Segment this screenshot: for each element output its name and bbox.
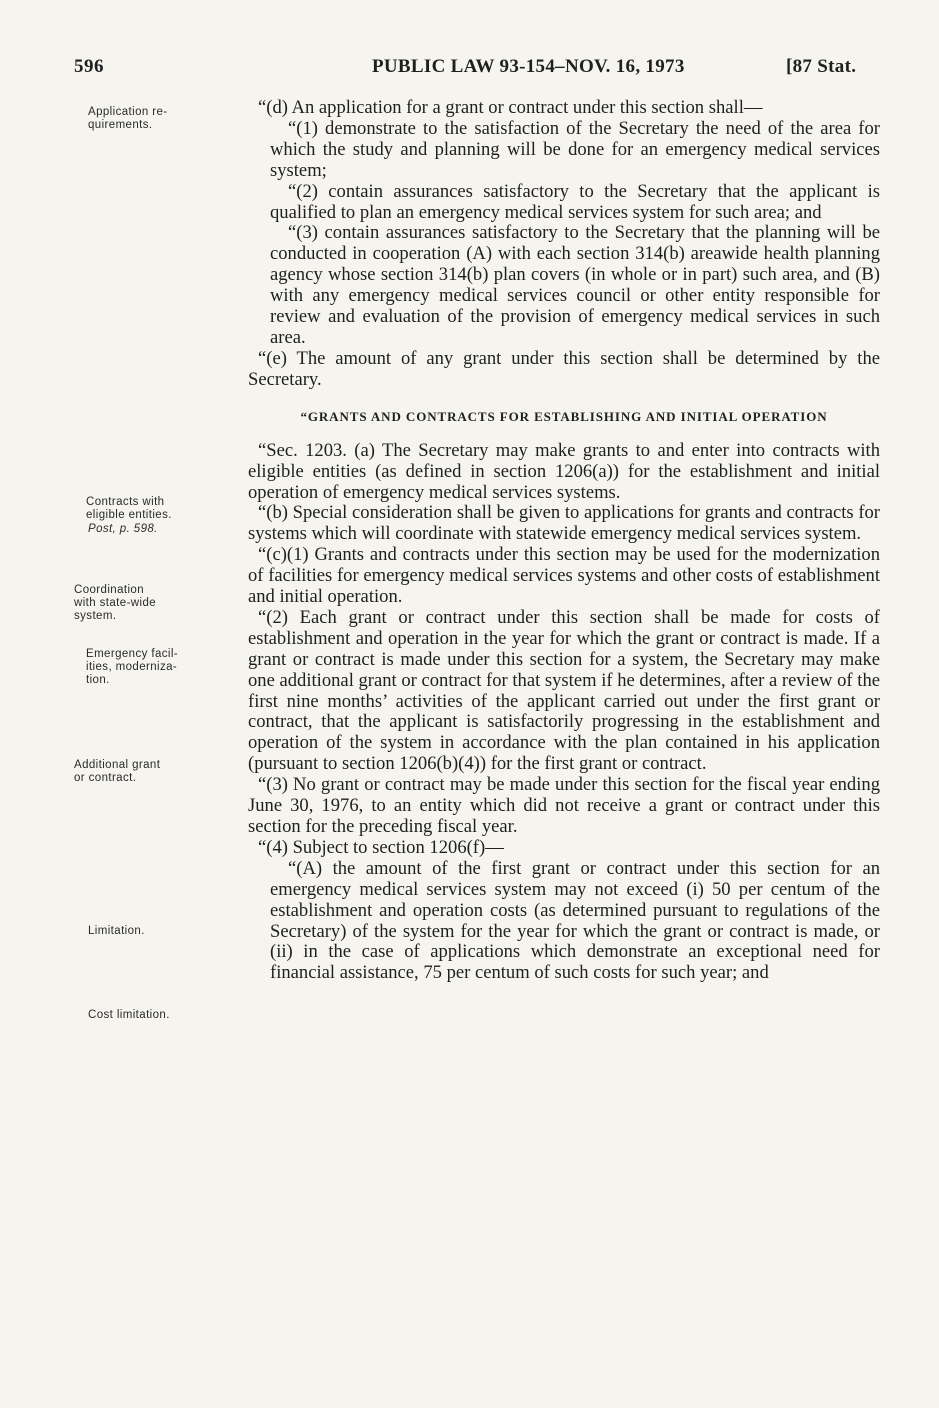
paragraph-c4: “(4) Subject to section 1206(f)— bbox=[258, 836, 504, 858]
paragraph-b: “(b) Special consideration shall be given to applications for grants and contracts for systems which will coordinate with statewide emergency medical services system. bbox=[248, 502, 880, 545]
statute-body bbox=[248, 98, 880, 984]
margin-note-coordination: Coordination with state-wide system. bbox=[74, 584, 157, 622]
margin-note-post-reference: Post, p. 598. bbox=[88, 523, 158, 535]
page-header bbox=[0, 56, 939, 86]
margin-note-limitation: Limitation. bbox=[88, 925, 145, 937]
margin-note-contracts-eligible: Contracts with eligible entities. bbox=[86, 496, 172, 521]
margin-note-additional-grant: Additional grant or contract. bbox=[74, 759, 161, 784]
paragraph-d: “(d) An application for a grant or contract under this section shall— bbox=[258, 97, 763, 118]
margin-note-emergency-facilities: Emergency facil- ities, moderniza- tion. bbox=[86, 648, 179, 686]
margin-note-application-requirements: Application re- quirements. bbox=[88, 106, 168, 131]
paragraph-d2: “(2) contain assurances satisfactory to the Secretary that the applicant is qualified to plan an emergency medical services system for such area; and bbox=[270, 180, 880, 223]
paragraph-c1: “(c)(1) Grants and contracts under this section may be used for the modernization of facilities for emergency medical services systems and other costs of establishment and initial operation. bbox=[248, 544, 880, 608]
running-title: PUBLIC LAW 93-154–NOV. 16, 1973 bbox=[372, 56, 685, 77]
section-heading: “GRANTS AND CONTRACTS FOR ESTABLISHING AND INITIAL OPERATION bbox=[300, 408, 828, 424]
paragraph-c3: “(3) No grant or contract may be made under this section for the fiscal year ending June 30, 1976, to an entity which did not receive a grant or contract under this section for the preceding fiscal year. bbox=[248, 774, 880, 837]
paragraph-e: “(e) The amount of any grant under this section shall be determined by the Secretary. bbox=[248, 347, 880, 390]
page-number: 596 bbox=[74, 56, 104, 77]
margin-note-cost-limitation: Cost limitation. bbox=[88, 1009, 170, 1021]
paragraph-sec-1203-a: “Sec. 1203. (a) The Secretary may make grants to and enter into contracts with eligible entities (as defined in section 1206(a)) for the establishment and initial operation of emergency medical services systems. bbox=[248, 439, 880, 503]
paragraph-d3: “(3) contain assurances satisfactory to the Secretary that the planning will be conducted in cooperation (A) with each section 314(b) areawide health planning agency whose section 314(b) plan covers (in whole or in part) such area, and (B) with any emergency medical services council or other entity responsible for review and evaluation of the provision of emergency medical services in such area. bbox=[270, 222, 880, 348]
statute-reference: [87 Stat. bbox=[786, 56, 857, 77]
paragraph-c2: “(2) Each grant or contract under this section shall be made for costs of establishment and operation in the year for which the grant or contract is made. If a grant or contract is made under this section for a system, the Secretary may make one additional grant or contract for that system if he determines, after a review of the first nine months’ activities of the applicant carried out under the first grant or contract, that the applicant is satisfactorily progressing in the establishment and operation of the system in accordance with the plan contained in his application (pursuant to section 1206(b)(4)) for the first grant or contract. bbox=[248, 606, 880, 775]
paragraph-c4a: “(A) the amount of the first grant or contract under this section for an emergency medical services system may not exceed (i) 50 per centum of the establishment and operation costs (as determined pursuant to regulations of the Secretary) of the system for the year for which the grant or contract is made, or (ii) in the case of applications which demonstrate an exceptional need for financial assistance, 75 per centum of such costs for such year; and bbox=[270, 857, 880, 984]
paragraph-d1: “(1) demonstrate to the satisfaction of the Secretary the need of the area for which the study and planning will be done for an emergency medical services system; bbox=[270, 117, 880, 181]
